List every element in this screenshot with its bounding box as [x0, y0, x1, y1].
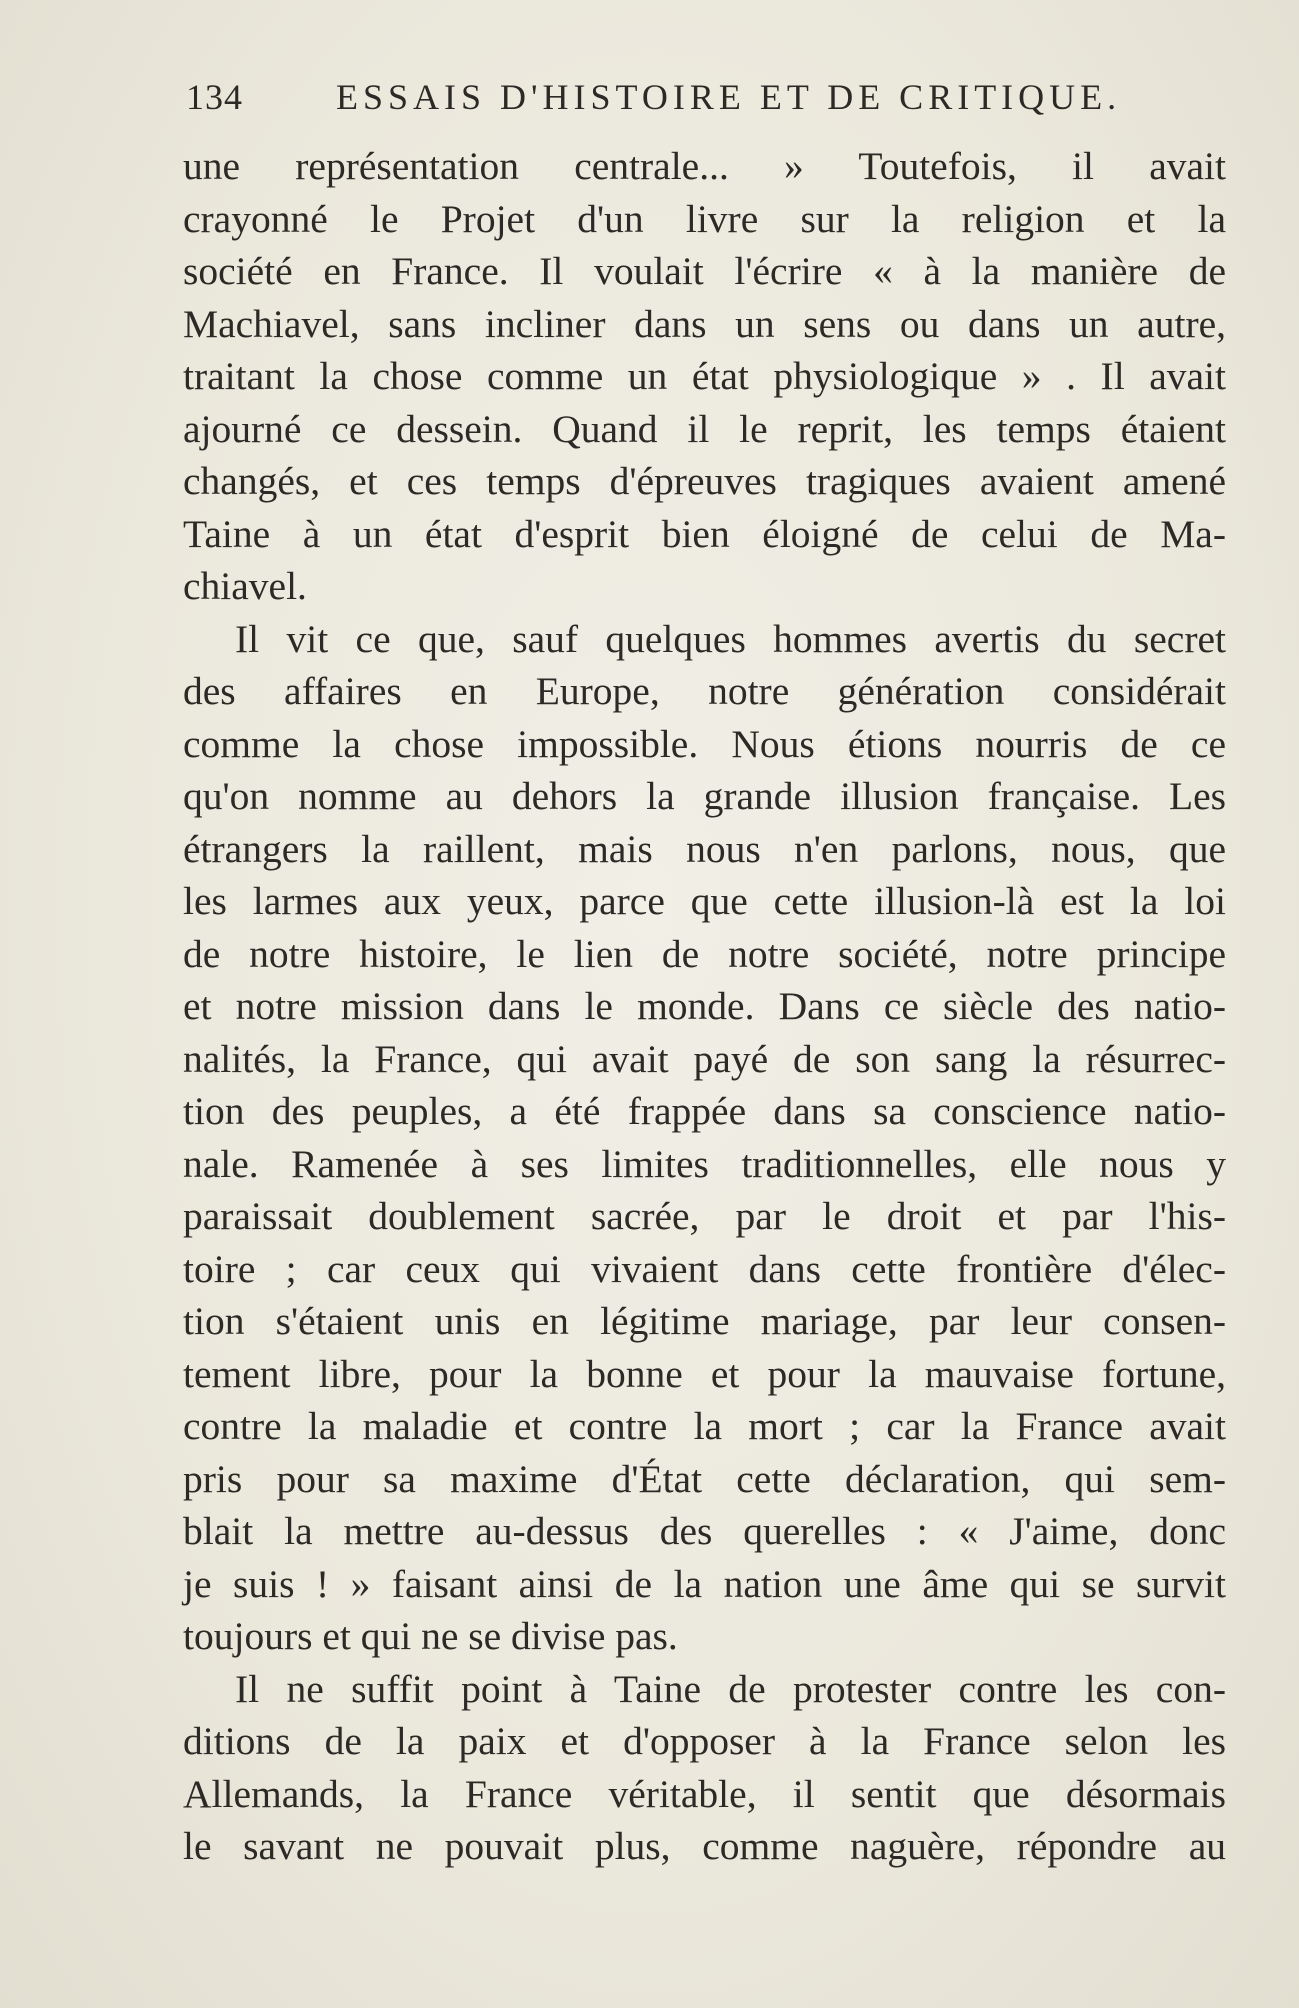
paragraph-3 — [183, 1663, 1226, 1873]
text-line: étrangers la raillent, mais nous n'en parlons, nous, que — [183, 826, 1226, 871]
running-head — [186, 76, 1226, 136]
body-text — [183, 140, 1226, 1873]
page-number: 134 — [186, 77, 243, 117]
text-line: Il ne suffit point à Taine de protester contre les con- — [235, 1666, 1226, 1711]
text-line: nale. Ramenée à ses limites traditionnelles, elle nous y — [183, 1141, 1226, 1186]
text-line: Il vit ce que, sauf quelques hommes avertis du secret — [235, 616, 1226, 661]
text-line: tion s'étaient unis en légitime mariage, par leur consen- — [183, 1299, 1226, 1343]
paragraph-2 — [183, 613, 1226, 1663]
text-line: chiavel. — [183, 564, 307, 608]
text-line: crayonné le Projet d'un livre sur la religion et la — [183, 196, 1226, 241]
text-line: changés, et ces temps d'épreuves tragiques avaient amené — [183, 459, 1226, 503]
text-line: qu'on nomme au dehors la grande illusion française. Les — [183, 774, 1226, 818]
running-title: ESSAIS D'HISTOIRE ET DE CRITIQUE. — [336, 77, 1122, 117]
text-line: je suis ! » faisant ainsi de la nation une âme qui se survit — [183, 1561, 1226, 1606]
text-line: traitant la chose comme un état physiologique » . Il avait — [183, 354, 1226, 398]
paragraph-1 — [183, 140, 1226, 613]
text-line: toire ; car ceux qui vivaient dans cette frontière d'élec- — [183, 1246, 1226, 1291]
text-line: contre la maladie et contre la mort ; car la France avait — [183, 1404, 1226, 1448]
text-line: Allemands, la France véritable, il sentit que désormais — [183, 1771, 1226, 1816]
text-line: paraissait doublement sacrée, par le droit et par l'his- — [183, 1194, 1226, 1238]
text-line: ajourné ce dessein. Quand il le reprit, les temps étaient — [183, 406, 1226, 451]
text-line: ditions de la paix et d'opposer à la France selon les — [183, 1719, 1226, 1763]
text-line: comme la chose impossible. Nous étions nourris de ce — [183, 721, 1226, 766]
text-line: de notre histoire, le lien de notre société, notre principe — [183, 931, 1226, 976]
text-line: le savant ne pouvait plus, comme naguère, répondre au — [183, 1824, 1226, 1868]
text-line: nalités, la France, qui avait payé de son sang la résurrec- — [183, 1036, 1226, 1081]
text-line: tion des peuples, a été frappée dans sa conscience natio- — [183, 1089, 1226, 1133]
text-line: blait la mettre au-dessus des querelles : « J'aime, donc — [183, 1509, 1226, 1553]
text-line: les larmes aux yeux, parce que cette illusion-là est la loi — [183, 879, 1226, 923]
text-line: tement libre, pour la bonne et pour la mauvaise fortune, — [183, 1351, 1226, 1396]
text-line: Taine à un état d'esprit bien éloigné de celui de Ma- — [183, 511, 1226, 556]
text-line: société en France. Il voulait l'écrire « à la manière de — [183, 249, 1226, 293]
text-line: toujours et qui ne se divise pas. — [183, 1614, 678, 1658]
text-line: une représentation centrale... » Toutefois, il avait — [183, 144, 1226, 188]
text-line: Machiavel, sans incliner dans un sens ou dans un autre, — [183, 301, 1226, 346]
text-line: pris pour sa maxime d'État cette déclaration, qui sem- — [183, 1456, 1226, 1501]
text-line: des affaires en Europe, notre génération considérait — [183, 669, 1226, 713]
text-line: et notre mission dans le monde. Dans ce siècle des natio- — [183, 984, 1226, 1028]
